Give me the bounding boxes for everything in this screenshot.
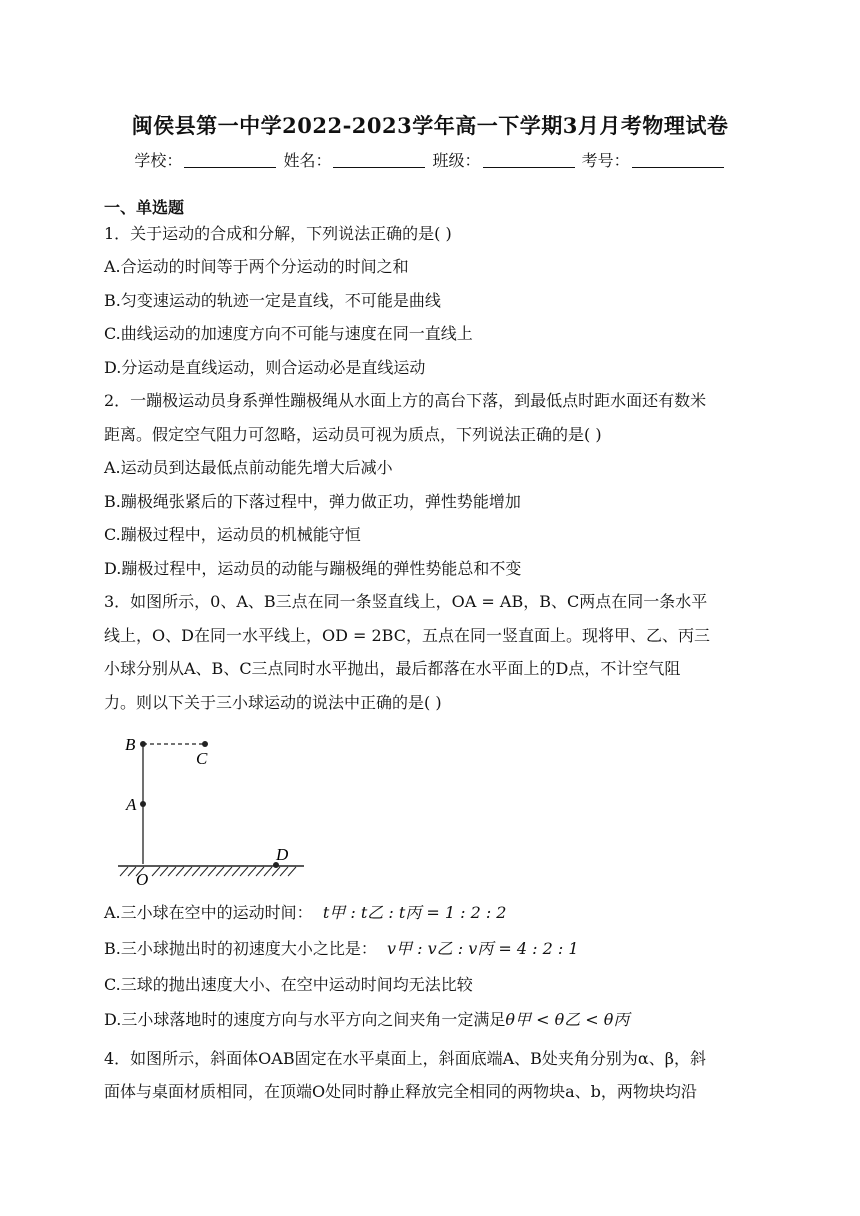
q3-option-a-formula: t甲 : t乙 : t丙 = 1 : 2 : 2 xyxy=(322,903,507,922)
projectile-diagram xyxy=(104,726,324,896)
q2-option-b: B.蹦极绳张紧后的下落过程中，弹力做正功，弹性势能增加 xyxy=(104,492,521,511)
q1-option-c: C.曲线运动的加速度方向不可能与速度在同一直线上 xyxy=(104,324,473,343)
class-blank[interactable] xyxy=(483,167,575,168)
q3-option-c: C.三球的抛出速度大小、在空中运动时间均无法比较 xyxy=(104,975,473,994)
label-a: A xyxy=(126,795,137,814)
name-label: 姓名： xyxy=(283,151,332,170)
q3-option-d-formula: θ甲 < θ乙 < θ丙 xyxy=(505,1010,630,1029)
school-label: 学校： xyxy=(134,151,183,170)
q2-option-d: D.蹦极过程中，运动员的动能与蹦极绳的弹性势能总和不变 xyxy=(104,559,522,578)
q1-option-d: D.分运动是直线运动，则合运动必是直线运动 xyxy=(104,358,426,377)
label-b: B xyxy=(125,735,136,754)
q1-option-b: B.匀变速运动的轨迹一定是直线，不可能是曲线 xyxy=(104,291,441,310)
number-blank[interactable] xyxy=(632,167,724,168)
point-b xyxy=(140,741,146,747)
q4-stem-line1: 4．如图所示，斜面体OAB固定在水平桌面上，斜面底端A、B处夹角分别为α、β，斜 xyxy=(104,1049,706,1068)
q2-option-a: A.运动员到达最低点前动能先增大后减小 xyxy=(104,458,393,477)
label-o: O xyxy=(136,870,149,889)
q3-stem-line1: 3．如图所示，0、A、B三点在同一条竖直线上，OA = AB，B、C两点在同一条水平 xyxy=(104,592,708,611)
q3-stem-line4: 力。则以下关于三小球运动的说法中正确的是( ) xyxy=(104,693,442,712)
number-label: 考号： xyxy=(581,151,630,170)
q3-option-b xyxy=(104,939,784,959)
point-a xyxy=(140,801,146,807)
q2-stem-line1: 2．一蹦极运动员身系弹性蹦极绳从水面上方的高台下落，到最低点时距水面还有数米 xyxy=(104,391,707,410)
q3-option-b-formula: v甲 : v乙 : v丙 = 4 : 2 : 1 xyxy=(387,939,579,958)
q2-stem-line2: 距离。假定空气阻力可忽略，运动员可视为质点，下列说法正确的是( ) xyxy=(104,425,602,444)
q3-option-a xyxy=(104,903,784,923)
q1-stem: 1．关于运动的合成和分解，下列说法正确的是( ) xyxy=(104,224,452,243)
name-blank[interactable] xyxy=(333,167,425,168)
q3-option-a-text: A.三小球在空中的运动时间： xyxy=(104,903,313,922)
q3-option-d xyxy=(104,1010,784,1030)
section-heading: 一、单选题 xyxy=(104,198,185,217)
label-d: D xyxy=(276,845,289,864)
q3-stem-line2: 线上，O、D在同一水平线上，OD = 2BC，五点在同一竖直面上。现将甲、乙、丙三 xyxy=(104,626,710,645)
q3-stem-line3: 小球分别从A、B、C三点同时水平抛出，最后都落在水平面上的D点，不计空气阻 xyxy=(104,659,681,678)
class-label: 班级： xyxy=(432,151,481,170)
school-blank[interactable] xyxy=(184,167,276,168)
q3-option-d-text: D.三小球落地时的速度方向与水平方向之间夹角一定满足 xyxy=(104,1010,506,1029)
label-c: C xyxy=(196,749,208,768)
point-c xyxy=(202,741,208,747)
q4-stem-line2: 面体与桌面材质相同，在顶端O处同时静止释放完全相同的两物块a、b，两物块均沿 xyxy=(104,1082,697,1101)
q1-option-a: A.合运动的时间等于两个分运动的时间之和 xyxy=(104,257,409,276)
exam-title: 闽侯县第一中学2022-2023学年高一下学期3月月考物理试卷 xyxy=(131,113,729,138)
q3-option-b-text: B.三小球抛出时的初速度大小之比是： xyxy=(104,939,377,958)
student-info-row xyxy=(0,148,860,171)
q2-option-c: C.蹦极过程中，运动员的机械能守恒 xyxy=(104,525,361,544)
